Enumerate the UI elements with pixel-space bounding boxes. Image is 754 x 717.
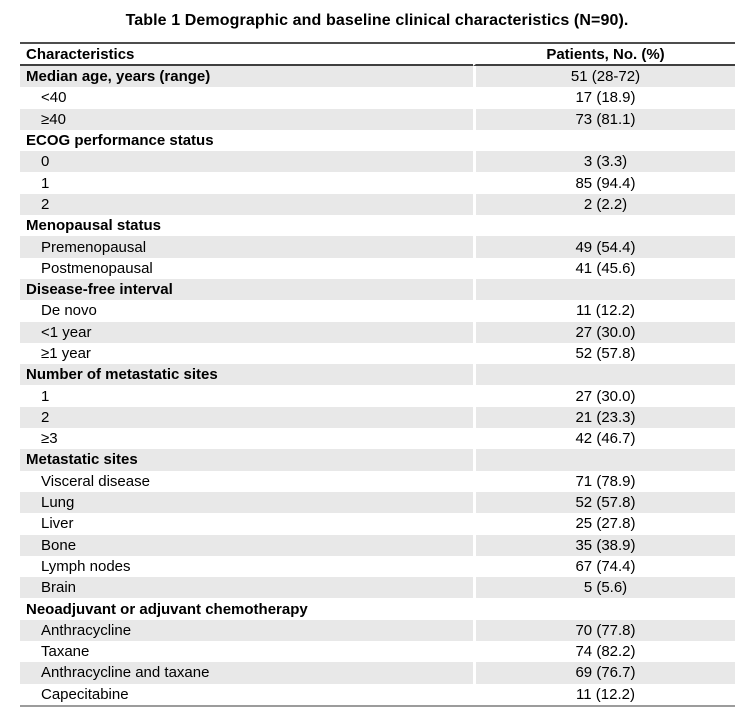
table-row xyxy=(20,194,735,215)
characteristic-cell: Disease-free interval xyxy=(20,279,473,300)
table-row xyxy=(20,492,735,513)
table-row xyxy=(20,449,735,470)
value-cell: 85 (94.4) xyxy=(473,172,735,193)
table-row xyxy=(20,279,735,300)
characteristic-cell: Anthracycline and taxane xyxy=(20,662,473,683)
characteristic-cell: De novo xyxy=(20,300,473,321)
value-cell: 71 (78.9) xyxy=(473,471,735,492)
characteristic-cell: Metastatic sites xyxy=(20,449,473,470)
characteristic-cell: Postmenopausal xyxy=(20,258,473,279)
value-cell xyxy=(473,364,735,385)
value-cell: 73 (81.1) xyxy=(473,109,735,130)
value-cell xyxy=(473,279,735,300)
value-cell xyxy=(473,449,735,470)
characteristic-cell: Brain xyxy=(20,577,473,598)
value-cell: 11 (12.2) xyxy=(473,684,735,705)
value-cell: 67 (74.4) xyxy=(473,556,735,577)
value-cell: 74 (82.2) xyxy=(473,641,735,662)
value-cell: 42 (46.7) xyxy=(473,428,735,449)
table-row xyxy=(20,151,735,172)
value-cell: 35 (38.9) xyxy=(473,535,735,556)
table-row xyxy=(20,471,735,492)
table-row xyxy=(20,258,735,279)
characteristic-cell: ≥3 xyxy=(20,428,473,449)
table-row xyxy=(20,322,735,343)
characteristic-cell: Liver xyxy=(20,513,473,534)
table-row xyxy=(20,236,735,257)
characteristic-cell: Menopausal status xyxy=(20,215,473,236)
value-cell: 2 (2.2) xyxy=(473,194,735,215)
characteristic-cell: Median age, years (range) xyxy=(20,66,473,87)
table-row xyxy=(20,300,735,321)
value-cell: 11 (12.2) xyxy=(473,300,735,321)
table-row xyxy=(20,620,735,641)
characteristic-cell: 2 xyxy=(20,407,473,428)
characteristic-cell: 0 xyxy=(20,151,473,172)
value-cell: 70 (77.8) xyxy=(473,620,735,641)
characteristic-cell: <40 xyxy=(20,87,473,108)
value-cell: 49 (54.4) xyxy=(473,236,735,257)
table-title: Table 1 Demographic and baseline clinical characteristics (N=90). xyxy=(125,12,629,29)
table-body xyxy=(20,66,735,705)
value-cell: 27 (30.0) xyxy=(473,322,735,343)
column-header-patients: Patients, No. (%) xyxy=(473,44,735,66)
table-row xyxy=(20,513,735,534)
characteristic-cell: Neoadjuvant or adjuvant chemotherapy xyxy=(20,598,473,619)
table-row xyxy=(20,87,735,108)
value-cell: 52 (57.8) xyxy=(473,492,735,513)
table-row xyxy=(20,641,735,662)
value-cell xyxy=(473,215,735,236)
characteristic-cell: ≥40 xyxy=(20,109,473,130)
characteristic-cell: Capecitabine xyxy=(20,684,473,705)
table-row xyxy=(20,577,735,598)
table-row xyxy=(20,364,735,385)
value-cell: 17 (18.9) xyxy=(473,87,735,108)
characteristic-cell: Anthracycline xyxy=(20,620,473,641)
table-row xyxy=(20,428,735,449)
value-cell: 69 (76.7) xyxy=(473,662,735,683)
value-cell: 3 (3.3) xyxy=(473,151,735,172)
table-row xyxy=(20,109,735,130)
table-row xyxy=(20,343,735,364)
column-header-characteristics: Characteristics xyxy=(20,44,473,66)
table-row xyxy=(20,684,735,705)
header-row xyxy=(20,44,735,66)
characteristic-cell: 2 xyxy=(20,194,473,215)
value-cell: 25 (27.8) xyxy=(473,513,735,534)
characteristic-cell: 1 xyxy=(20,172,473,193)
table-row xyxy=(20,535,735,556)
characteristic-cell: Premenopausal xyxy=(20,236,473,257)
table-row xyxy=(20,662,735,683)
characteristic-cell: 1 xyxy=(20,385,473,406)
value-cell xyxy=(473,598,735,619)
value-cell: 21 (23.3) xyxy=(473,407,735,428)
table-row xyxy=(20,598,735,619)
value-cell xyxy=(473,130,735,151)
characteristic-cell: ≥1 year xyxy=(20,343,473,364)
value-cell: 27 (30.0) xyxy=(473,385,735,406)
value-cell: 41 (45.6) xyxy=(473,258,735,279)
table-row xyxy=(20,385,735,406)
table-row xyxy=(20,556,735,577)
characteristic-cell: <1 year xyxy=(20,322,473,343)
value-cell: 51 (28-72) xyxy=(473,66,735,87)
characteristic-cell: Lymph nodes xyxy=(20,556,473,577)
value-cell: 5 (5.6) xyxy=(473,577,735,598)
value-cell: 52 (57.8) xyxy=(473,343,735,364)
characteristics-table xyxy=(20,42,735,707)
table-row xyxy=(20,215,735,236)
characteristic-cell: Lung xyxy=(20,492,473,513)
table-row xyxy=(20,407,735,428)
table-row xyxy=(20,172,735,193)
table-row xyxy=(20,66,735,87)
characteristic-cell: Visceral disease xyxy=(20,471,473,492)
table-row xyxy=(20,130,735,151)
characteristic-cell: ECOG performance status xyxy=(20,130,473,151)
characteristic-cell: Bone xyxy=(20,535,473,556)
characteristic-cell: Number of metastatic sites xyxy=(20,364,473,385)
characteristic-cell: Taxane xyxy=(20,641,473,662)
